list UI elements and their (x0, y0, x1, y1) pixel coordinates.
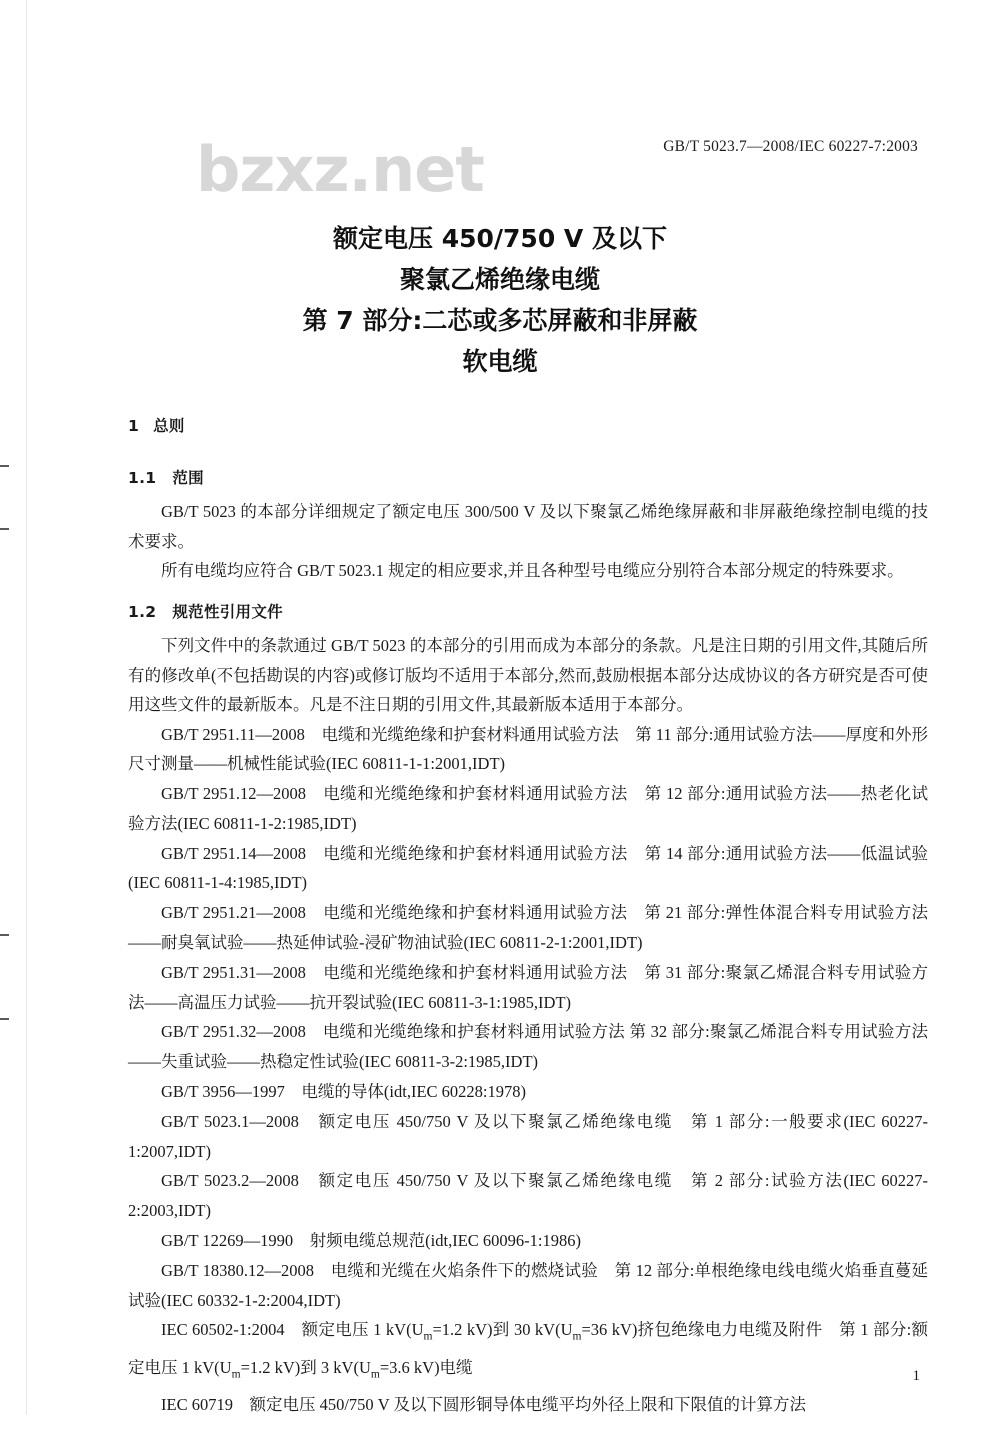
paragraph-scope-2: 所有电缆均应符合 GB/T 5023.1 规定的相应要求,并且各种型号电缆应分别符合本部分规定的特殊要求。 (161, 561, 904, 580)
ref-mid-2: =36 kV)挤包绝缘电力电缆及附件 第 1 部分:额定电压 1 kV(U (128, 1320, 929, 1377)
page-title (0, 218, 1000, 382)
section-number: 1.2 (128, 602, 157, 621)
section-number: 1 (128, 417, 140, 435)
section-number: 1.1 (128, 468, 157, 487)
reference-item: GB/T 18380.12—2008 电缆和光缆在火焰条件下的燃烧试验 第 12 部分:单根绝缘电线电缆火焰垂直蔓延试验(IEC 60332-1-2:2004,IDT) (128, 1260, 928, 1310)
reference-item: IEC 60719 额定电压 450/750 V 及以下圆形铜导体电缆平均外径上限和下限值的计算方法 (161, 1394, 807, 1414)
watermark-text: bzxz.net (196, 133, 484, 206)
section-heading-1-1 (128, 464, 928, 494)
reference-item: GB/T 5023.1—2008 额定电压 450/750 V 及以下聚氯乙烯绝缘电缆 第 1 部分:一般要求(IEC 60227-1:2007,IDT) (128, 1111, 928, 1161)
ref-sub: m (572, 1330, 582, 1343)
ref-sub: m (370, 1367, 380, 1380)
reference-item: GB/T 2951.12—2008 电缆和光缆绝缘和护套材料通用试验方法 第 12 部分:通用试验方法——热老化试验方法(IEC 60811-1-2:1985,IDT) (128, 784, 928, 833)
reference-item: GB/T 2951.14—2008 电缆和光缆绝缘和护套材料通用试验方法 第 14 部分:通用试验方法——低温试验(IEC 60811-1-4:1985,IDT) (128, 843, 928, 893)
standard-code-header: GB/T 5023.7—2008/IEC 60227-7:2003 (663, 138, 918, 155)
ref-mid-1: =1.2 kV)到 30 kV(U (432, 1320, 573, 1340)
title-line-4: 软电缆 (462, 347, 538, 376)
title-line-3: 第 7 部分:二芯或多芯屏蔽和非屏蔽 (302, 306, 698, 335)
reference-item-iec60502 (128, 1315, 928, 1389)
page-number: 1 (912, 1368, 920, 1384)
reference-item: GB/T 2951.21—2008 电缆和光缆绝缘和护套材料通用试验方法 第 21 部分:弹性体混合料专用试验方法——耐臭氧试验——热延伸试验-浸矿物油试验(IEC 60811-2-1:2001,IDT) (128, 903, 928, 953)
ref-suffix: =3.6 kV)电缆 (379, 1357, 473, 1377)
reference-item: GB/T 12269—1990 射频电缆总规范(idt,IEC 60096-1:1986) (161, 1231, 581, 1251)
document-body (128, 412, 928, 1419)
section-label: 范围 (172, 468, 204, 487)
section-heading-1 (128, 412, 928, 442)
reference-item: GB/T 5023.2—2008 额定电压 450/750 V 及以下聚氯乙烯绝缘电缆 第 2 部分:试验方法(IEC 60227-2:2003,IDT) (128, 1171, 928, 1221)
title-line-1: 额定电压 450/750 V 及以下 (333, 224, 667, 253)
ref-mid-3: =1.2 kV)到 3 kV(U (240, 1357, 371, 1377)
title-line-2: 聚氯乙烯绝缘电缆 (399, 265, 600, 294)
section-heading-1-2 (128, 598, 928, 628)
ref-sub: m (423, 1330, 433, 1343)
section-label: 总则 (153, 417, 185, 435)
margin-tick-mark (0, 934, 9, 936)
ref-sub: m (231, 1367, 241, 1380)
margin-tick-mark (0, 528, 9, 530)
margin-tick-mark (0, 1018, 9, 1020)
reference-item: GB/T 2951.31—2008 电缆和光缆绝缘和护套材料通用试验方法 第 31 部分:聚氯乙烯混合料专用试验方法——高温压力试验——抗开裂试验(IEC 60811-3-1:1985,IDT) (128, 962, 928, 1012)
margin-tick-mark (0, 465, 9, 467)
reference-item: GB/T 2951.11—2008 电缆和光缆绝缘和护套材料通用试验方法 第 11 部分:通用试验方法——厚度和外形尺寸测量——机械性能试验(IEC 60811-1-1:2001,IDT) (128, 724, 928, 774)
scan-left-margin (0, 0, 27, 1437)
paragraph-scope-1: GB/T 5023 的本部分详细规定了额定电压 300/500 V 及以下聚氯乙烯绝缘屏蔽和非屏蔽绝缘控制电缆的技术要求。 (128, 502, 928, 551)
paragraph-normative-intro: 下列文件中的条款通过 GB/T 5023 的本部分的引用而成为本部分的条款。凡是注日期的引用文件,其随后所有的修改单(不包括勘误的内容)或修订版均不适用于本部分,然而,鼓励根据本部分达成协议的各方研究是否可使用这些文件的最新版本。凡是不注日期的引用文件,其最新版本适用于本部分。 (128, 636, 928, 714)
section-label: 规范性引用文件 (172, 602, 283, 621)
reference-item: GB/T 3956—1997 电缆的导体(idt,IEC 60228:1978) (161, 1082, 526, 1102)
reference-item: GB/T 2951.32—2008 电缆和光缆绝缘和护套材料通用试验方法 第 32 部分:聚氯乙烯混合料专用试验方法——失重试验——热稳定性试验(IEC 60811-3-2:1985,IDT) (128, 1022, 928, 1072)
ref-prefix: IEC 60502-1:2004 额定电压 1 kV(U (161, 1320, 424, 1340)
